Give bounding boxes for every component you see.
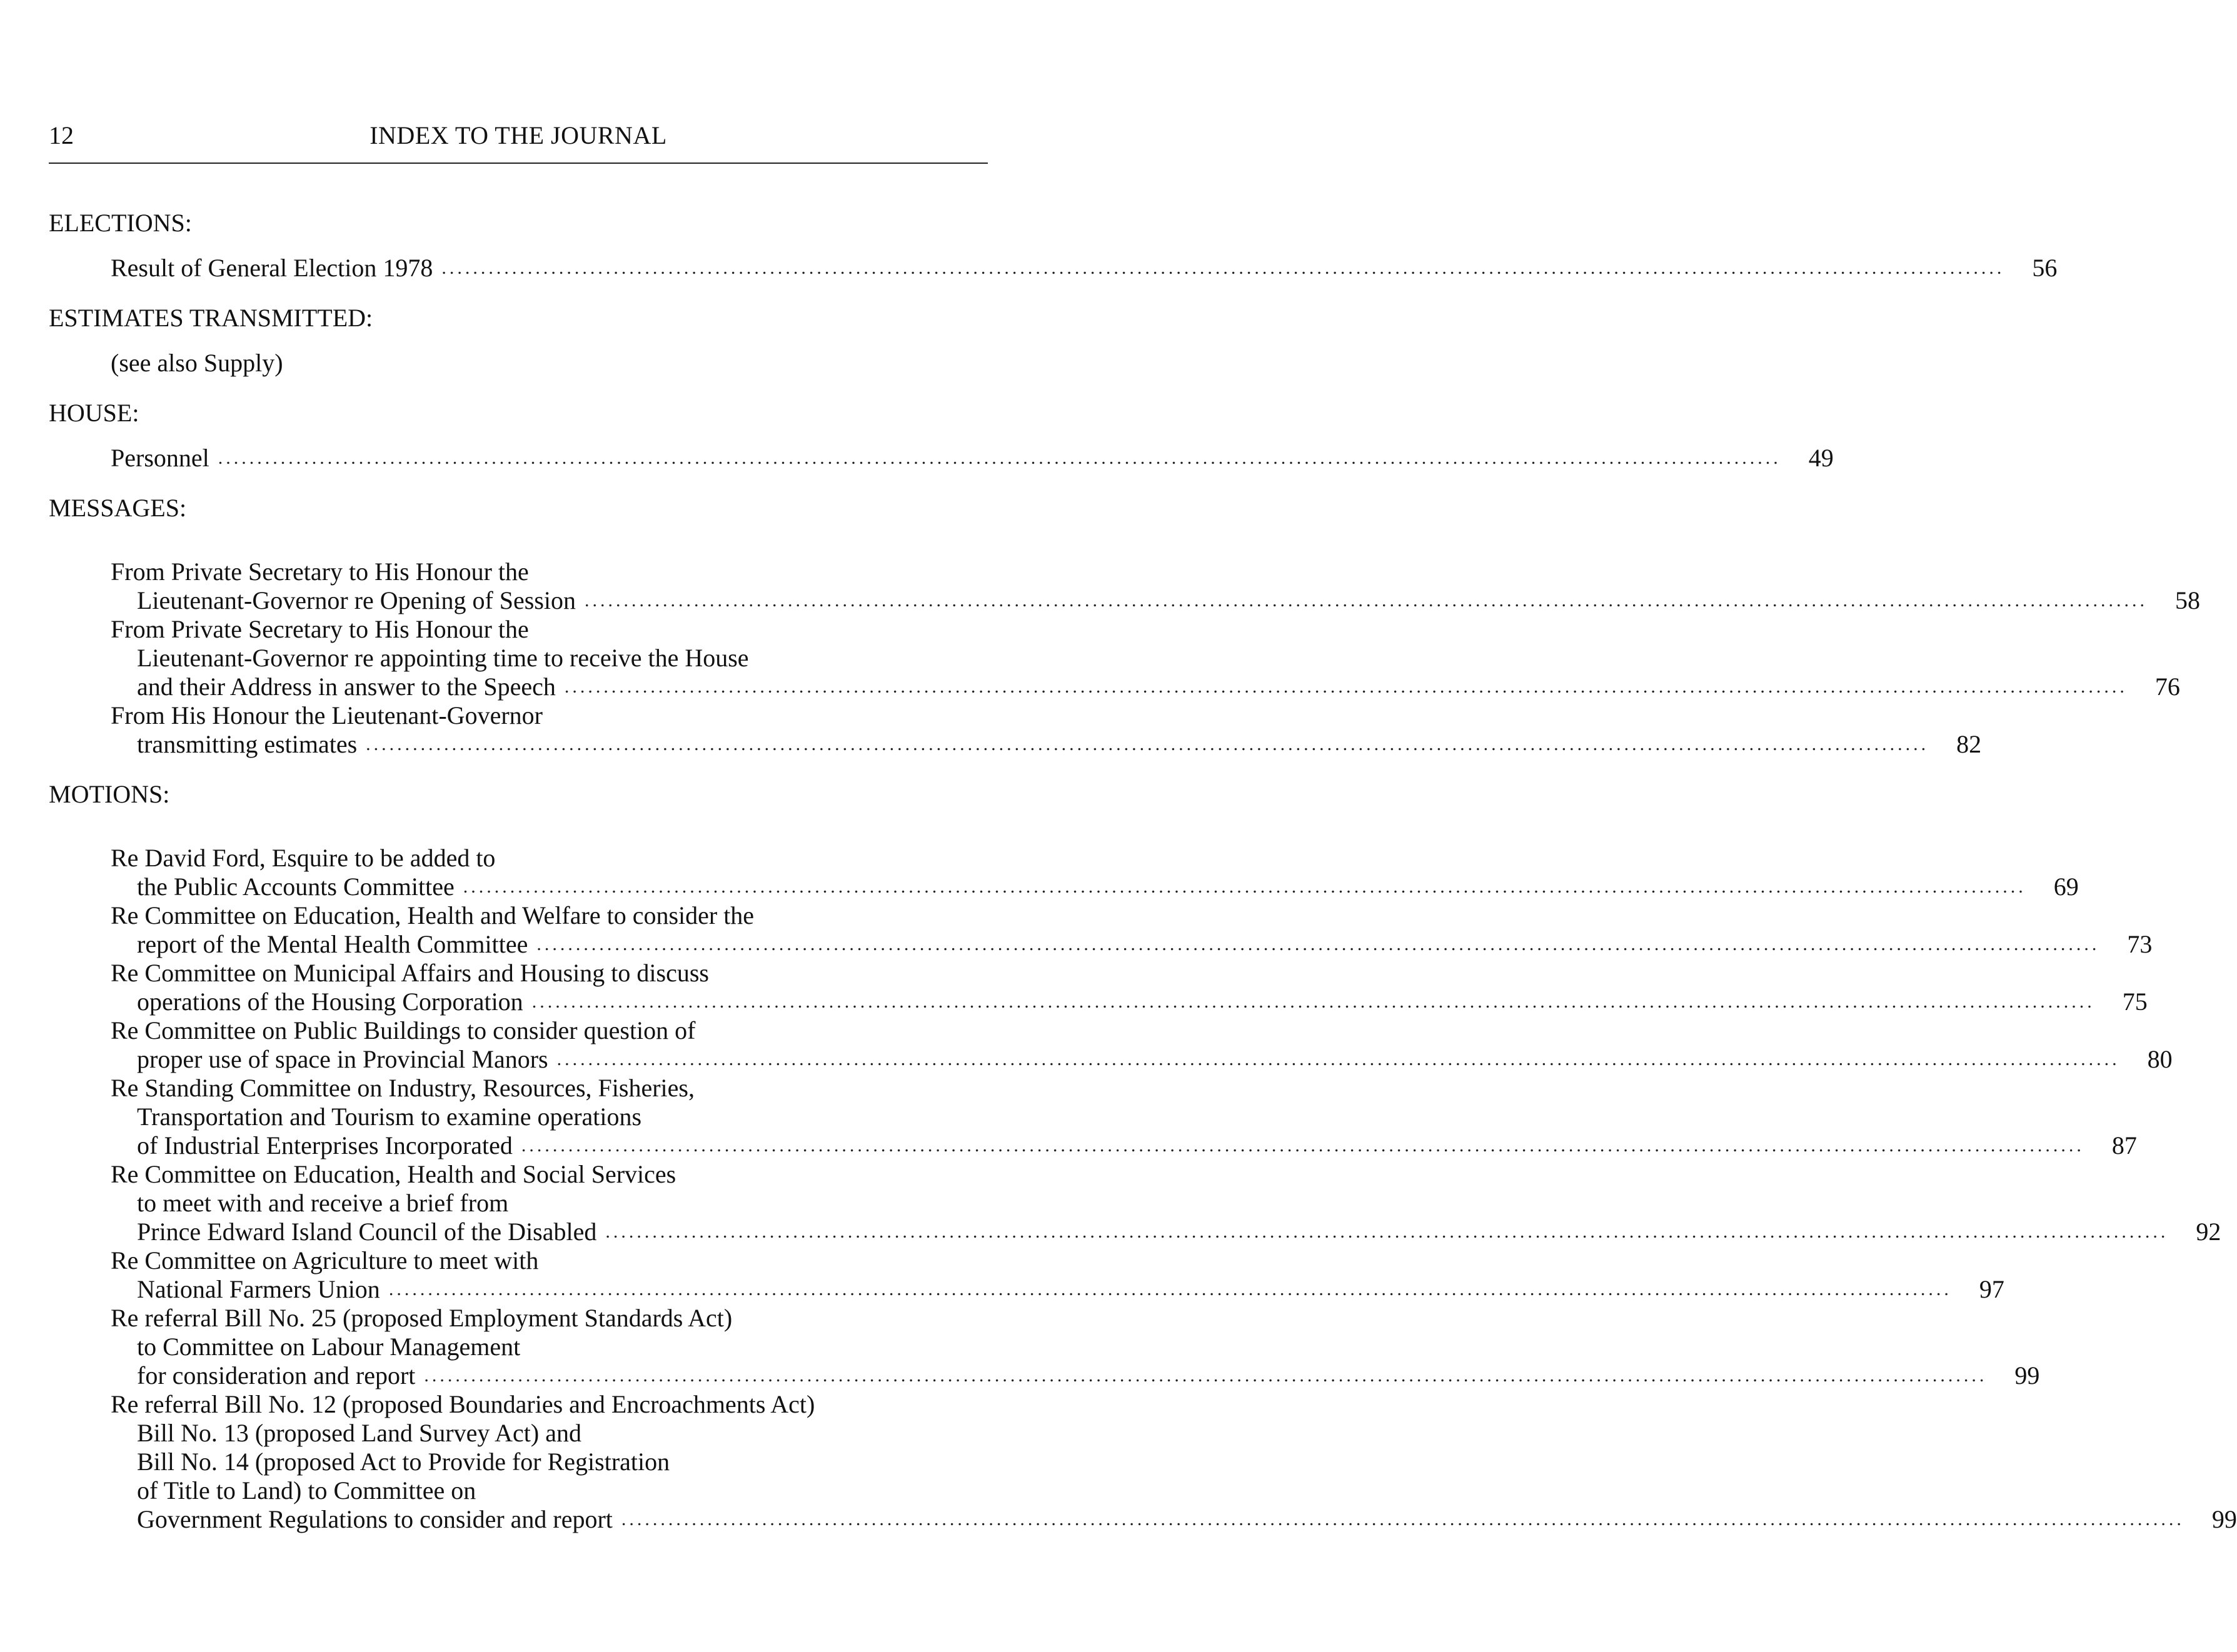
- entry-continuation-line: [49, 1361, 2040, 1390]
- entry-continuation-line: [49, 1448, 988, 1476]
- entry-text: From His Honour the Lieutenant-Governor: [111, 701, 543, 729]
- entry-continuation-line: [49, 586, 2201, 615]
- entry-text: Re referral Bill No. 25 (proposed Employment Standards Act): [111, 1304, 733, 1332]
- entry-line: [49, 959, 988, 988]
- entry-text: operations of the Housing Corporation: [137, 988, 523, 1016]
- entry-text: Lieutenant-Governor re Opening of Session: [137, 586, 576, 614]
- entry-text: the Public Accounts Committee: [137, 873, 455, 901]
- page-reference: 82: [1956, 730, 1982, 758]
- entry-text: (see also Supply): [111, 349, 283, 377]
- entry-text: National Farmers Union: [137, 1275, 380, 1303]
- dot-leader: ........................................................................................................................................................................................................: [424, 1365, 1988, 1386]
- index-section: [49, 396, 1834, 473]
- index-entry: [49, 844, 2079, 901]
- entry-text: Re Committee on Agriculture to meet with: [111, 1246, 539, 1274]
- dot-leader: ........................................................................................................................................................................................................: [585, 590, 2148, 611]
- entry-continuation-line: [49, 930, 2153, 959]
- dot-leader: ........................................................................................................................................................................................................: [556, 1049, 2120, 1069]
- entry-text: of Industrial Enterprises Incorporated: [137, 1131, 513, 1159]
- entry-text: From Private Secretary to His Honour the: [111, 558, 529, 586]
- entry-continuation-line: [49, 988, 2148, 1016]
- entry-text: Prince Edward Island Council of the Disabled: [137, 1218, 597, 1246]
- entry-text: proper use of space in Provincial Manors: [137, 1045, 548, 1073]
- entry-line: [49, 444, 1834, 473]
- page-reference: 97: [1979, 1275, 2004, 1303]
- page-header: [49, 119, 988, 153]
- entry-line: [49, 1390, 988, 1419]
- dot-leader: ........................................................................................................................................................................................................: [605, 1221, 2169, 1242]
- entry-continuation-line: [49, 1419, 988, 1448]
- page-reference: 92: [2196, 1218, 2221, 1246]
- entry-continuation-line: [49, 873, 2079, 901]
- page-reference: 80: [2147, 1045, 2173, 1073]
- dot-leader: ........................................................................................................................................................................................................: [441, 258, 2005, 278]
- index-entry: [49, 1016, 2173, 1074]
- entry-text: Re referral Bill No. 12 (proposed Boundaries and Encroachments Act): [111, 1390, 815, 1418]
- entry-text: Bill No. 13 (proposed Land Survey Act) and: [137, 1419, 581, 1447]
- index-section: [49, 301, 988, 378]
- index-section: [49, 778, 2237, 1534]
- dot-leader: ........................................................................................................................................................................................................: [536, 934, 2100, 954]
- page-reference: 76: [2154, 673, 2180, 701]
- entry-list: [49, 254, 2058, 283]
- entry-line: [49, 901, 988, 930]
- page-reference: 99: [2014, 1361, 2040, 1389]
- section-heading: MESSAGES:: [49, 494, 187, 522]
- dot-leader: ........................................................................................................................................................................................................: [531, 991, 2095, 1012]
- entry-list: [49, 844, 2237, 1534]
- entry-text: Lieutenant-Governor re appointing time to receive the House: [137, 644, 749, 672]
- entry-line: [49, 1016, 988, 1045]
- page-reference: 69: [2053, 873, 2079, 901]
- entry-line: [49, 558, 988, 586]
- entry-text: Re Committee on Public Buildings to consider question of: [111, 1016, 696, 1044]
- index-entry: [49, 254, 2058, 283]
- entry-text: Re Committee on Municipal Affairs and Housing to discuss: [111, 959, 709, 987]
- index-entry: [49, 558, 2201, 615]
- section-heading: ESTIMATES TRANSMITTED:: [49, 304, 373, 332]
- index-content: [49, 206, 2237, 1553]
- page-reference: 73: [2127, 930, 2153, 958]
- index-entry: [49, 615, 2180, 701]
- entry-line: [49, 615, 988, 644]
- entry-continuation-line: [49, 1131, 2137, 1160]
- entry-text: to meet with and receive a brief from: [137, 1189, 509, 1217]
- entry-continuation-line: [49, 1103, 988, 1131]
- entry-continuation-line: [49, 1218, 2221, 1246]
- entry-continuation-line: [49, 1189, 988, 1218]
- entry-text: Government Regulations to consider and report: [137, 1505, 613, 1533]
- entry-text: Re Committee on Education, Health and Welfare to consider the: [111, 901, 755, 929]
- index-entry: [49, 1390, 2237, 1534]
- entry-line: [49, 1160, 988, 1189]
- entry-continuation-line: [49, 1333, 988, 1361]
- index-entry: [49, 1304, 2040, 1390]
- page-reference: 87: [2111, 1131, 2137, 1159]
- entry-list: [49, 444, 1834, 473]
- dot-leader: ........................................................................................................................................................................................................: [366, 734, 1929, 754]
- page-reference: 58: [2175, 586, 2201, 614]
- index-entry: [49, 444, 1834, 473]
- dot-leader: ........................................................................................................................................................................................................: [388, 1279, 1952, 1299]
- entry-continuation-line: [49, 1505, 2237, 1534]
- entry-text: for consideration and report: [137, 1361, 416, 1389]
- entry-text: Bill No. 14 (proposed Act to Provide for Registration: [137, 1448, 670, 1476]
- entry-text: of Title to Land) to Committee on: [137, 1476, 476, 1504]
- dot-leader: ........................................................................................................................................................................................................: [564, 676, 2128, 697]
- entry-continuation-line: [49, 1275, 2004, 1304]
- entry-text: report of the Mental Health Committee: [137, 930, 528, 958]
- page-number: 12: [49, 121, 74, 149]
- index-section: [49, 206, 2058, 283]
- dot-leader: ........................................................................................................................................................................................................: [463, 876, 2026, 897]
- entry-line: [49, 1246, 988, 1275]
- entry-line: [49, 349, 988, 378]
- entry-text: to Committee on Labour Management: [137, 1333, 521, 1361]
- index-entry: [49, 701, 1982, 759]
- entry-list: [49, 349, 988, 378]
- page-reference: 49: [1808, 444, 1834, 472]
- entry-line: [49, 701, 988, 730]
- entry-text: Re Committee on Education, Health and Social Services: [111, 1160, 676, 1188]
- entry-text: Result of General Election 1978: [111, 254, 433, 282]
- entry-continuation-line: [49, 1045, 2173, 1074]
- page-reference: 56: [2032, 254, 2058, 282]
- index-entry: [49, 349, 988, 378]
- entry-text: transmitting estimates: [137, 730, 358, 758]
- section-heading: HOUSE:: [49, 399, 139, 427]
- section-heading: ELECTIONS:: [49, 209, 192, 237]
- dot-leader: ........................................................................................................................................................................................................: [521, 1135, 2084, 1156]
- entry-text: Re David Ford, Esquire to be added to: [111, 844, 496, 872]
- index-entry: [49, 1160, 2221, 1246]
- running-title: INDEX TO THE JOURNAL: [369, 121, 667, 149]
- entry-list: [49, 558, 2201, 759]
- dot-leader: ........................................................................................................................................................................................................: [218, 448, 1781, 468]
- dot-leader: ........................................................................................................................................................................................................: [621, 1509, 2184, 1529]
- entry-text: and their Address in answer to the Speech: [137, 673, 556, 701]
- index-entry: [49, 1246, 2004, 1304]
- entry-continuation-line: [49, 673, 2180, 701]
- entry-continuation-line: [49, 1476, 988, 1505]
- index-entry: [49, 959, 2148, 1016]
- entry-line: [49, 844, 988, 873]
- section-heading: MOTIONS:: [49, 780, 170, 808]
- page-reference: 75: [2122, 988, 2148, 1016]
- index-entry: [49, 1074, 2137, 1160]
- entry-line: [49, 254, 2058, 283]
- entry-line: [49, 1304, 988, 1333]
- entry-text: Re Standing Committee on Industry, Resources, Fisheries,: [111, 1074, 695, 1102]
- index-entry: [49, 901, 2153, 959]
- entry-continuation-line: [49, 730, 1982, 759]
- entry-line: [49, 1074, 988, 1103]
- entry-text: Personnel: [111, 444, 209, 472]
- header-rule: [49, 163, 988, 164]
- entry-continuation-line: [49, 644, 988, 673]
- entry-text: From Private Secretary to His Honour the: [111, 615, 529, 643]
- entry-text: Transportation and Tourism to examine operations: [137, 1103, 642, 1131]
- page-reference: 99: [2211, 1505, 2237, 1533]
- index-section: [49, 491, 2201, 759]
